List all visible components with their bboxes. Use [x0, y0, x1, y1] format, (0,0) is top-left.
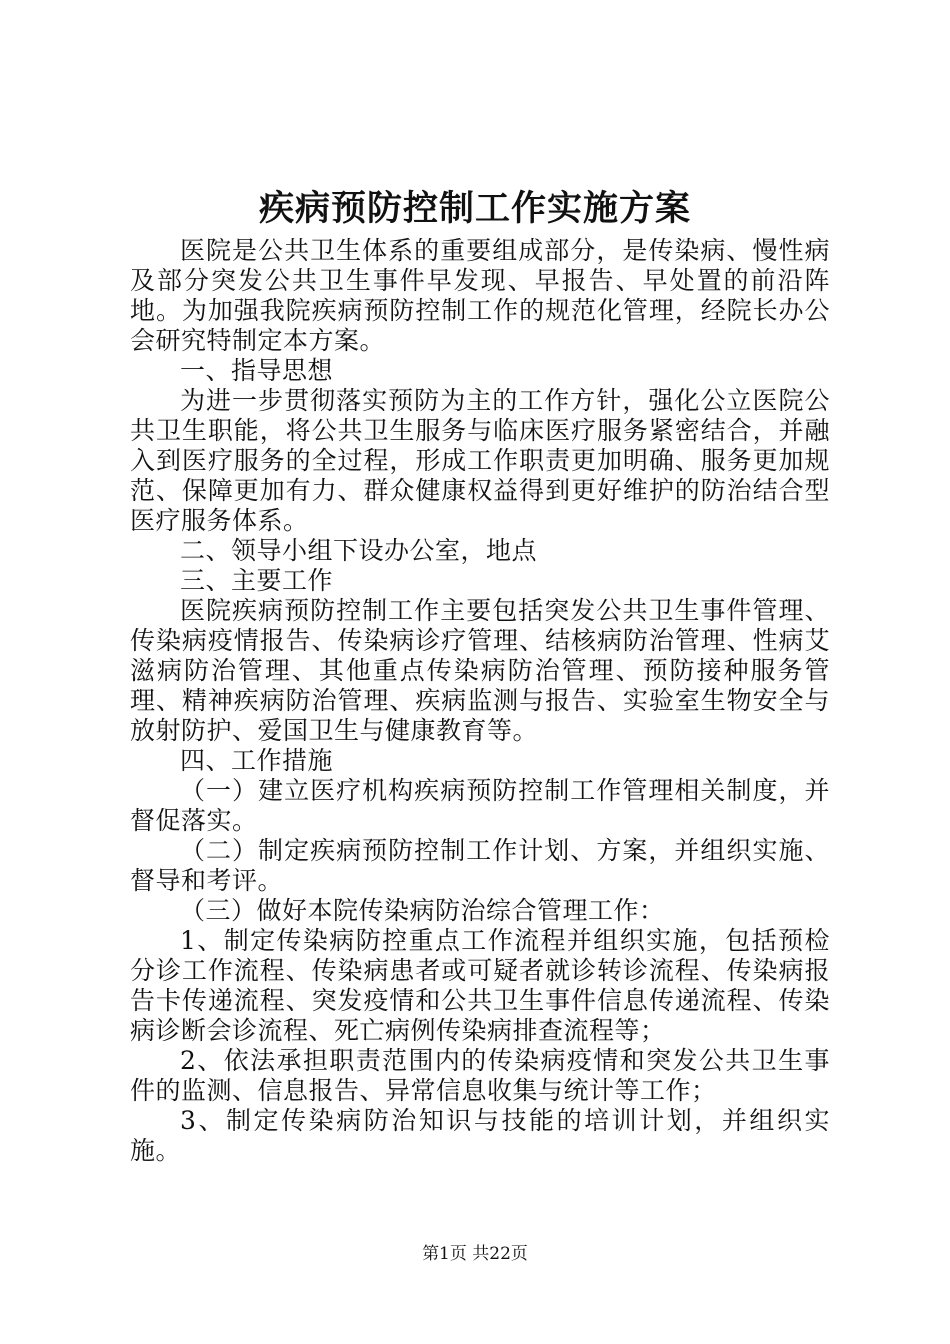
measure-item-2: （二）制定疾病预防控制工作计划、方案，并组织实施、督导和考评。: [130, 836, 830, 895]
section-heading-guiding-ideology: 一、指导思想: [180, 356, 334, 385]
sub-item-1: 1、制定传染病防控重点工作流程并组织实施，包括预检分诊工作流程、传染病患者或可疑者就诊转诊流程、传染病报告卡传递流程、突发疫情和公共卫生事件信息传递流程、传染病诊断会诊流程、死亡病例传染病排查流程等；: [130, 926, 830, 1045]
section-heading-leading-group: 二、领导小组下设办公室，地点: [180, 536, 538, 565]
measure-item-1: （一）建立医疗机构疾病预防控制工作管理相关制度，并督促落实。: [130, 776, 830, 835]
guiding-ideology-paragraph: 为进一步贯彻落实预防为主的工作方针，强化公立医院公共卫生职能，将公共卫生服务与临床医疗服务紧密结合，并融入到医疗服务的全过程，形成工作职责更加明确、服务更加规范、保障更加有力、群众健康权益得到更好维护的防治结合型医疗服务体系。: [130, 386, 830, 535]
page-number: 第1页 共22页: [422, 1244, 528, 1264]
document-body: [130, 236, 830, 1166]
section-heading-main-work: 三、主要工作: [180, 566, 334, 595]
section-heading-work-measures: 四、工作措施: [180, 746, 334, 775]
main-work-paragraph: 医院疾病预防控制工作主要包括突发公共卫生事件管理、传染病疫情报告、传染病诊疗管理、结核病防治管理、性病艾滋病防治管理、其他重点传染病防治管理、预防接种服务管理、精神疾病防治管理、疾病监测与报告、实验室生物安全与放射防护、爱国卫生与健康教育等。: [130, 596, 830, 745]
sub-item-3: 3、制定传染病防治知识与技能的培训计划，并组织实施。: [130, 1106, 830, 1165]
measure-item-3: （三）做好本院传染病防治综合管理工作：: [180, 896, 665, 925]
intro-paragraph: 医院是公共卫生体系的重要组成部分，是传染病、慢性病及部分突发公共卫生事件早发现、早报告、早处置的前沿阵地。为加强我院疾病预防控制工作的规范化管理，经院长办公会研究特制定本方案。: [130, 236, 830, 355]
page-title: 疾病预防控制工作实施方案: [258, 188, 691, 229]
sub-item-2: 2、依法承担职责范围内的传染病疫情和突发公共卫生事件的监测、信息报告、异常信息收集与统计等工作；: [130, 1046, 830, 1105]
